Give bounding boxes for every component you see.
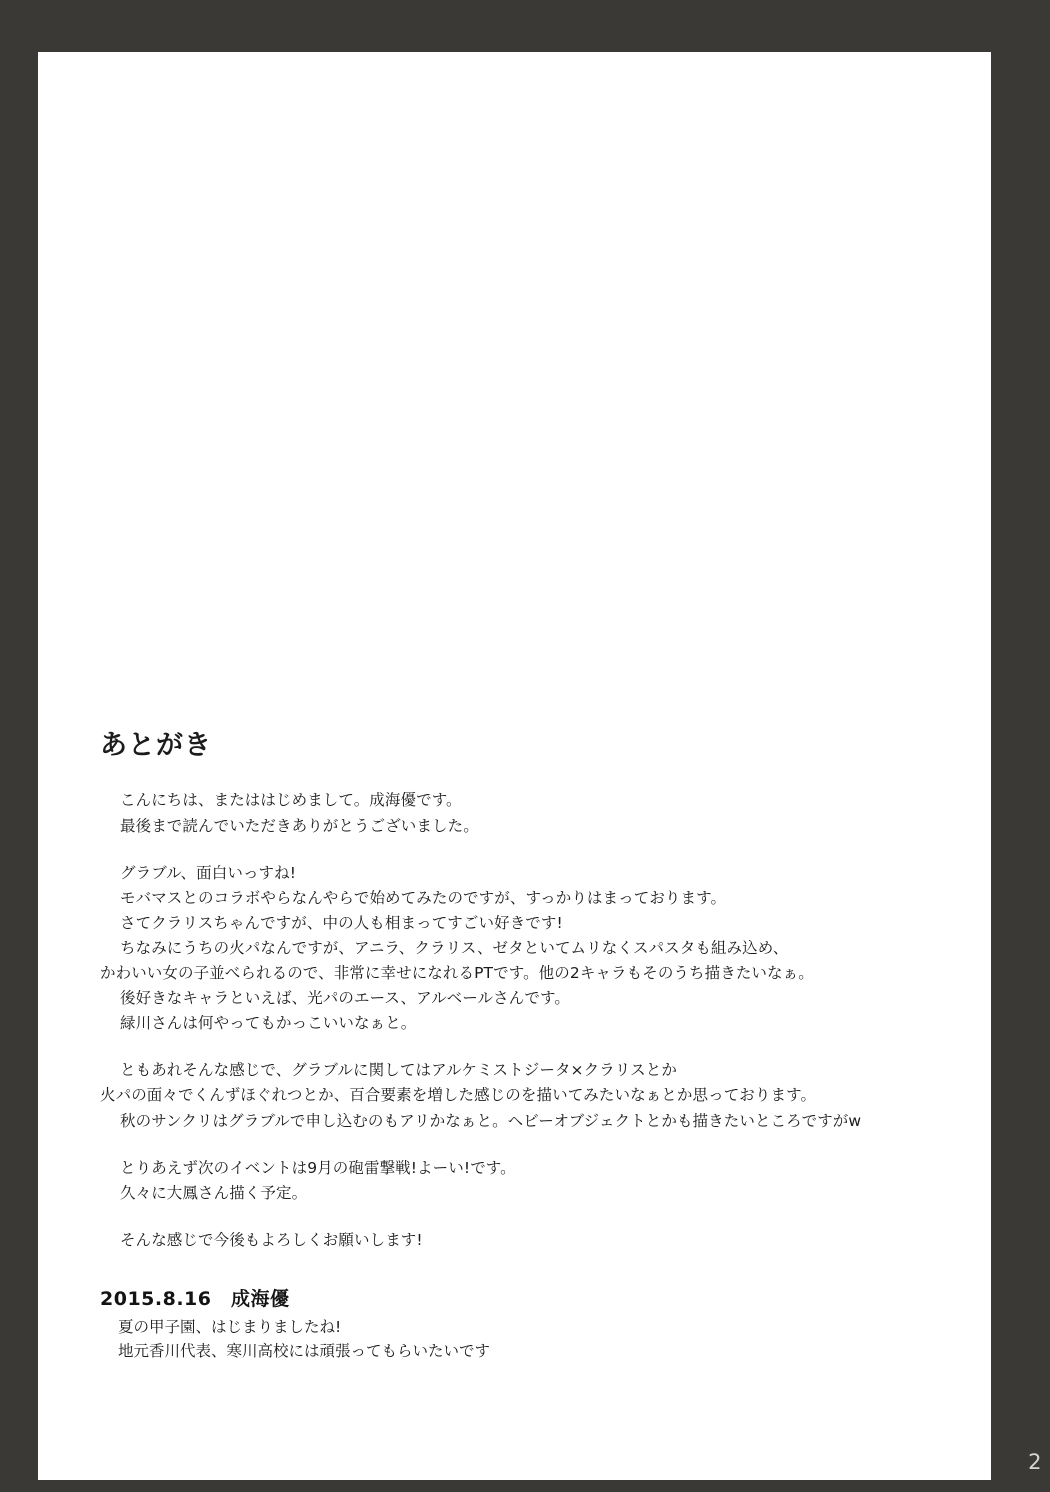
afterword-line: さてクラリスちゃんですが、中の人も相まってすごい好きです!	[120, 913, 563, 932]
afterword-line: 最後まで読んでいただきありがとうございました。	[120, 816, 479, 835]
page-number: 2	[1028, 1450, 1042, 1474]
afterword-paragraph	[100, 1156, 960, 1206]
afterword-line: 緑川さんは何やってもかっこいいなぁと。	[120, 1014, 417, 1033]
afterword-paragraph	[100, 1228, 960, 1253]
afterword-line: こんにちは、またははじめまして。成海優です。	[120, 791, 462, 810]
afterword-paragraph	[100, 788, 960, 838]
signature-date-name: 2015.8.16 成海優	[100, 1288, 290, 1310]
afterword-line: そんな感じで今後もよろしくお願いします!	[120, 1230, 423, 1249]
document-page	[38, 52, 991, 1480]
afterword-line: 火パの面々でくんずほぐれつとか、百合要素を増した感じのを描いてみたいなぁとか思っております。	[100, 1086, 817, 1105]
signature-block	[100, 1284, 960, 1363]
afterword-section	[100, 730, 960, 1253]
afterword-line: モバマスとのコラボやらなんやらで始めてみたのですが、すっかりはまっております。	[120, 888, 727, 907]
afterword-heading: あとがき	[100, 730, 212, 761]
afterword-line: ちなみにうちの火パなんですが、アニラ、クラリス、ゼタといてムリなくスパスタも組み込め、	[120, 938, 789, 957]
afterword-paragraph	[100, 861, 960, 1037]
afterword-line: とりあえず次のイベントは9月の砲雷撃戦!よーい!です。	[120, 1158, 516, 1177]
afterword-paragraph	[100, 1058, 960, 1133]
afterword-line: 秋のサンクリはグラブルで申し込むのもアリかなぁと。ヘビーオブジェクトとかも描きたいところですがw	[120, 1111, 862, 1130]
signature-postscript-line: 地元香川代表、寒川高校には頑張ってもらいたいです	[118, 1342, 491, 1361]
afterword-line: ともあれそんな感じで、グラブルに関してはアルケミストジータ×クラリスとか	[120, 1061, 677, 1080]
afterword-line: かわいい女の子並べられるので、非常に幸せになれるPTです。他の2キャラもそのうち描きたいなぁ。	[100, 964, 814, 983]
afterword-line: 久々に大鳳さん描く予定。	[120, 1183, 308, 1202]
afterword-line: 後好きなキャラといえば、光パのエース、アルベールさんです。	[120, 989, 570, 1008]
signature-postscript-line: 夏の甲子園、はじまりましたね!	[118, 1318, 342, 1336]
afterword-line: グラブル、面白いっすね!	[120, 863, 297, 882]
